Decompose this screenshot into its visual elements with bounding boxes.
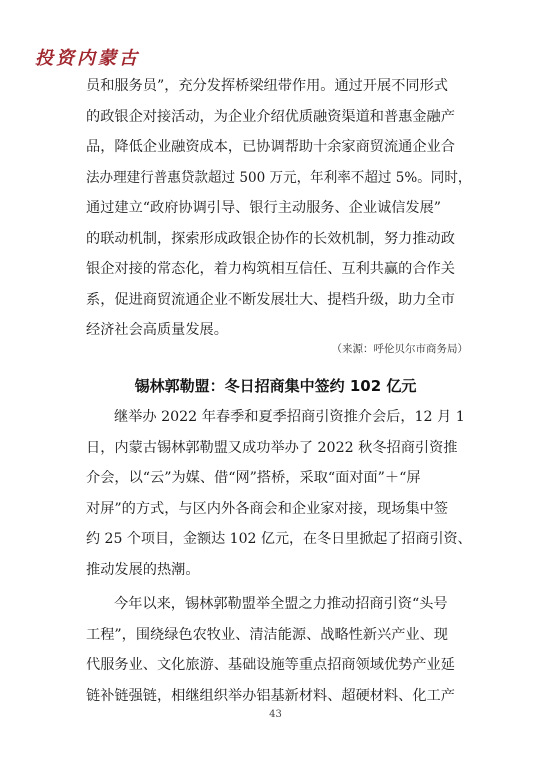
text-line: 继举办 2022 年春季和夏季招商引资推介会后，12 月 1 <box>114 409 465 425</box>
text-line: 品，降低企业融资成本，已协调帮助十余家商贸流通企业合 <box>86 139 455 155</box>
text-line: 约 25 个项目，金额达 102 亿元，在冬日里掀起了招商引资、 <box>86 531 472 547</box>
text-line: 员和服务员”，充分发挥桥梁纽带作用。通过开展不同形式 <box>86 78 448 94</box>
text-line: 通过建立“政府协调引导、银行主动服务、企业诚信发展” <box>86 200 442 216</box>
text-line: 对屏”的方式，与区内外各商会和企业家对接，现场集中签 <box>86 500 448 517</box>
text-line: 的联动机制，探索形成政银企协作的长效机制，努力推动政 <box>86 230 455 247</box>
text-line: 推动发展的热潮。 <box>86 561 200 578</box>
page-number: 43 <box>269 709 282 720</box>
section-header-title: 投资内蒙古 <box>35 48 140 69</box>
paragraph-2 <box>86 402 472 585</box>
paragraph-3 <box>86 589 472 711</box>
text-line: 银企对接的常态化，着力构筑相互信任、互利共赢的合作关 <box>86 261 455 277</box>
text-line: 法办理建行普惠贷款超过 500 万元，年利率不超过 5%。同时， <box>86 169 472 186</box>
text-line: 今年以来，锡林郭勒盟举全盟之力推动招商引资“头号 <box>114 596 448 612</box>
text-line: 系，促进商贸流通企业不断发展壮大、提档升级，助力全市 <box>86 291 455 308</box>
source-note: （来源：呼伦贝尔市商务局） <box>331 343 468 355</box>
text-line: 代服务业、文化旅游、基础设施等重点招商领域优势产业延 <box>86 657 455 673</box>
text-line: 介会，以“云”为媒、借“网”搭桥，采取“面对面”＋“屏 <box>86 470 421 486</box>
text-line: 的政银企对接活动，为企业介绍优质融资渠道和普惠金融产 <box>86 108 455 125</box>
text-line: 工程”，围绕绿色农牧业、清洁能源、战略性新兴产业、现 <box>86 626 448 643</box>
article-title: 锡林郭勒盟：冬日招商集中签约 102 亿元 <box>134 377 417 395</box>
text-line: 链补链强链，相继组织举办铝基新材料、超硬材料、化工产 <box>86 687 455 704</box>
text-line: 经济社会高质量发展。 <box>86 322 228 338</box>
paragraph-1 <box>86 71 472 346</box>
text-line: 日，内蒙古锡林郭勒盟又成功举办了 2022 秋冬招商引资推 <box>86 439 458 456</box>
